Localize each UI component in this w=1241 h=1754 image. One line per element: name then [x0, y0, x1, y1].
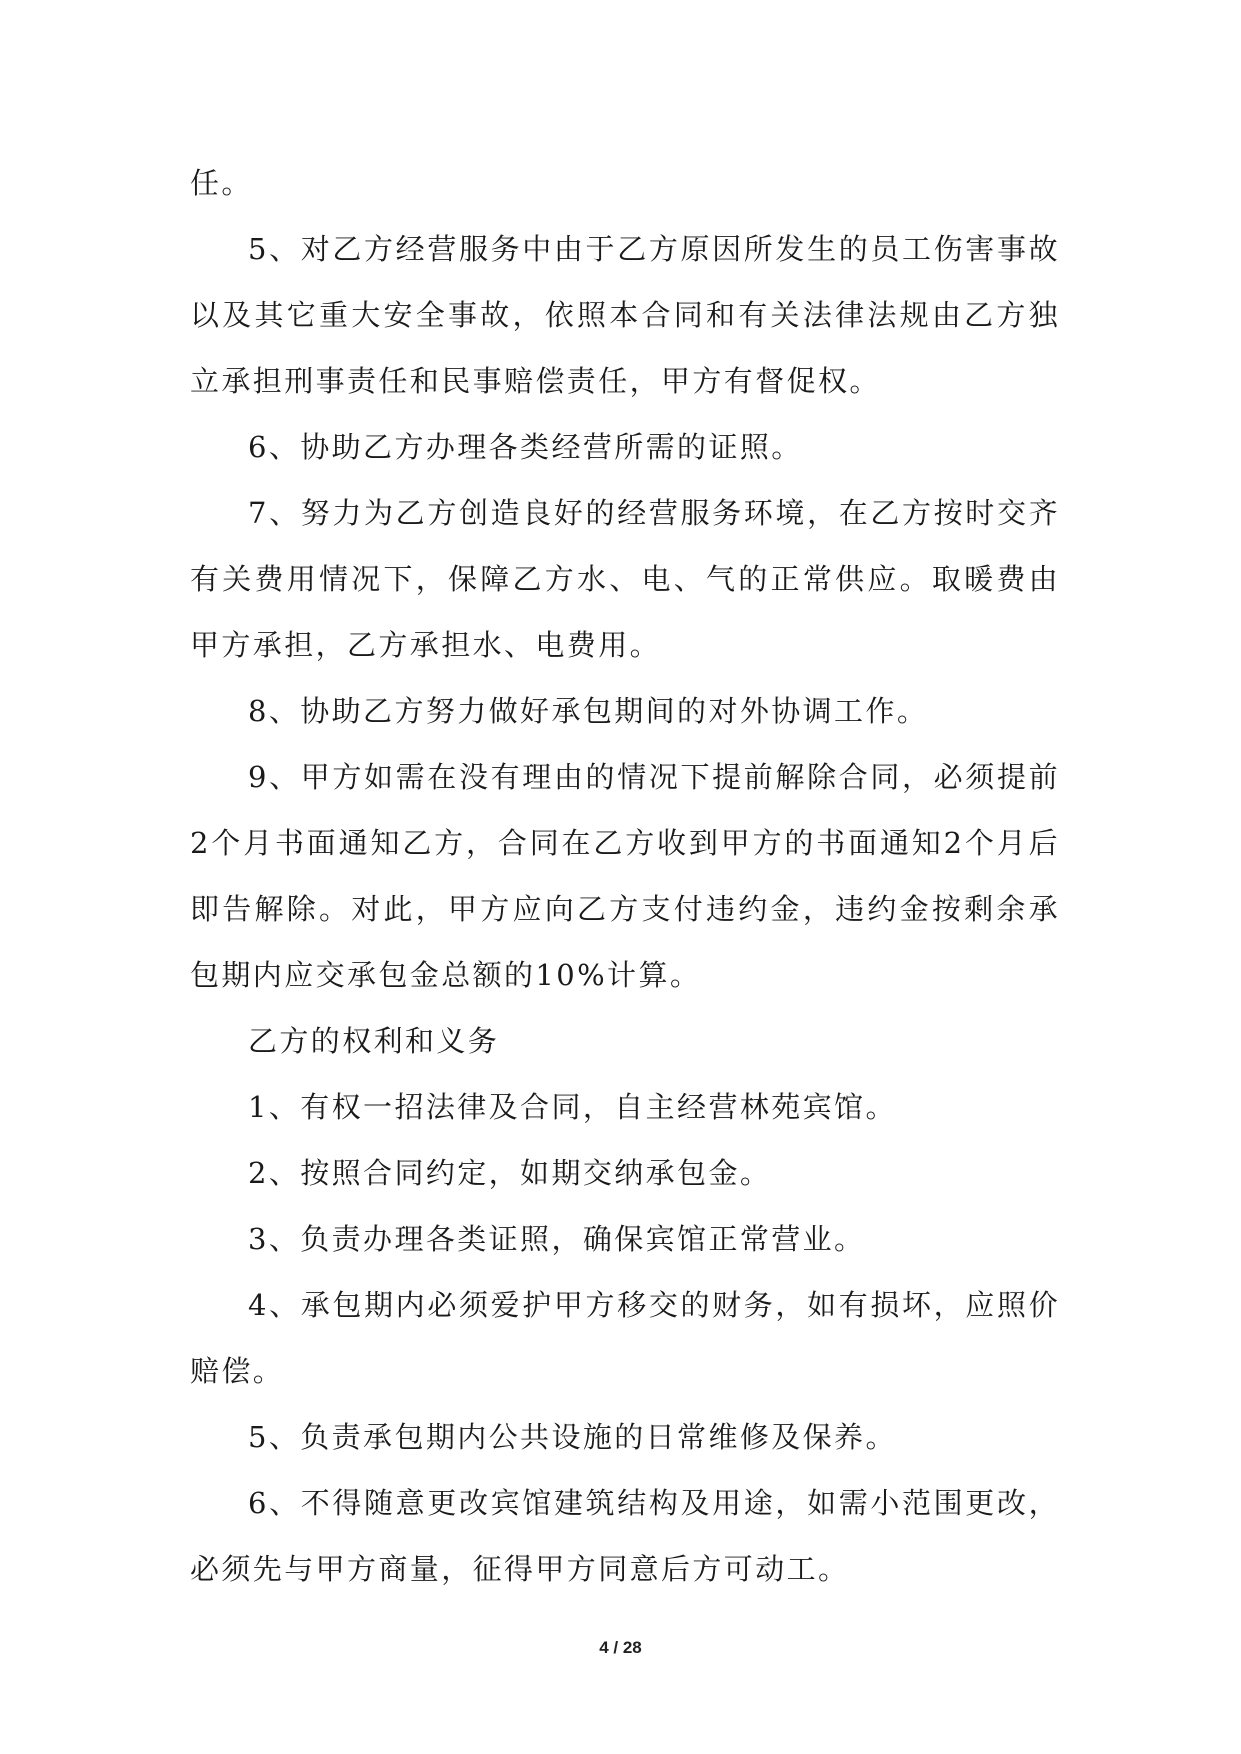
page-number: 4 / 28 — [599, 1638, 642, 1657]
paragraph: 5、对乙方经营服务中由于乙方原因所发生的员工伤害事故以及其它重大安全事故，依照本合同和有关法律法规由乙方独立承担刑事责任和民事赔偿责任，甲方有督促权。 — [190, 232, 1060, 398]
paragraph: 6、协助乙方办理各类经营所需的证照。 — [248, 430, 803, 464]
paragraph: 7、努力为乙方创造良好的经营服务环境，在乙方按时交齐有关费用情况下，保障乙方水、电、气的正常供应。取暖费由甲方承担，乙方承担水、电费用。 — [190, 496, 1060, 662]
paragraph: 1、有权一招法律及合同，自主经营林苑宾馆。 — [248, 1090, 897, 1124]
document-body — [190, 150, 1060, 1602]
paragraph: 8、协助乙方努力做好承包期间的对外协调工作。 — [248, 694, 929, 728]
paragraph: 5、负责承包期内公共设施的日常维修及保养。 — [248, 1420, 897, 1454]
paragraph: 4、承包期内必须爱护甲方移交的财务，如有损坏，应照价赔偿。 — [190, 1288, 1060, 1388]
paragraph: 9、甲方如需在没有理由的情况下提前解除合同，必须提前2个月书面通知乙方，合同在乙方收到甲方的书面通知2个月后即告解除。对此，甲方应向乙方支付违约金，违约金按剩余承包期内应交承包金总额的10%计算。 — [190, 760, 1060, 992]
paragraph: 任。 — [190, 166, 253, 200]
section-heading: 乙方的权利和义务 — [248, 1024, 500, 1058]
paragraph: 2、按照合同约定，如期交纳承包金。 — [248, 1156, 772, 1190]
paragraph: 6、不得随意更改宾馆建筑结构及用途，如需小范围更改，必须先与甲方商量，征得甲方同意后方可动工。 — [190, 1486, 1060, 1586]
paragraph: 3、负责办理各类证照，确保宾馆正常营业。 — [248, 1222, 866, 1256]
